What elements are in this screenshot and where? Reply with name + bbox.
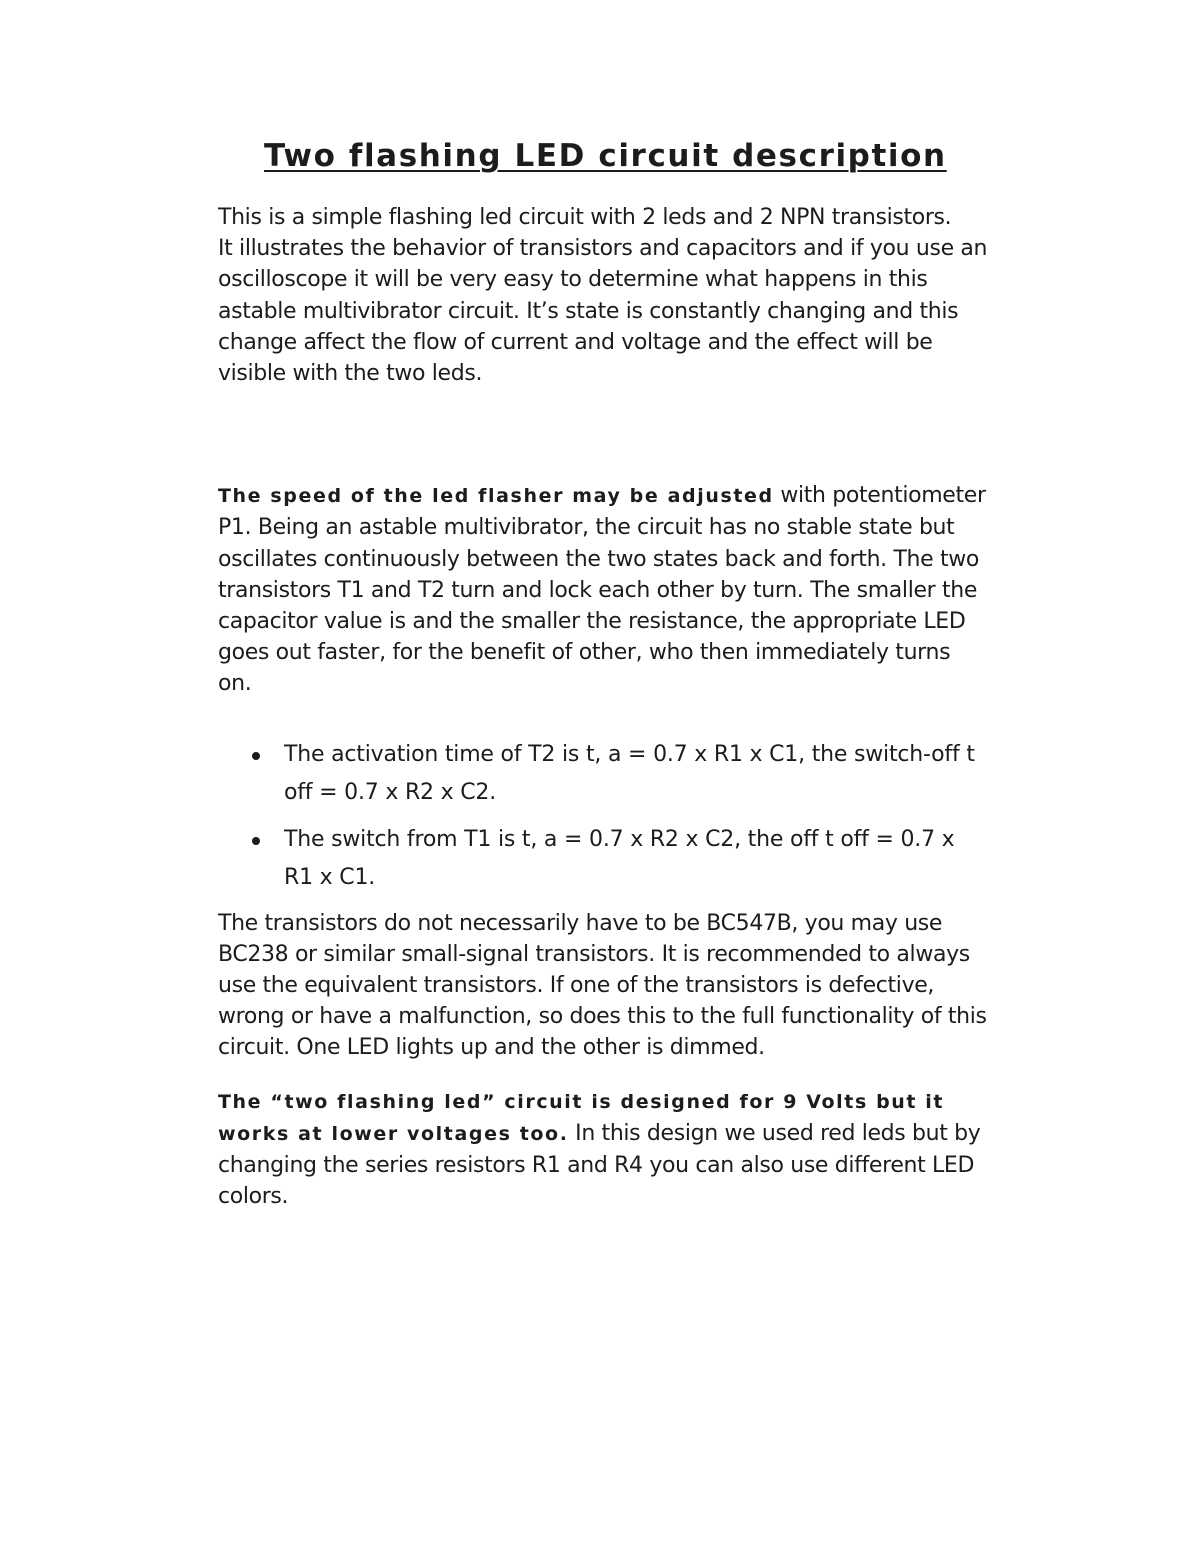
intro-paragraph: This is a simple flashing led circuit with 2 leds and 2 NPN transistors. xyxy=(218,205,952,230)
list-item xyxy=(218,736,988,812)
voltage-paragraph xyxy=(218,1086,988,1213)
list-item-text: The switch from T1 is t, a = 0.7 x R2 x C2, the off t off = 0.7 x R1 x C1. xyxy=(284,826,955,890)
speed-bold-lead: The speed of the led flasher may be adjusted xyxy=(218,485,774,508)
bullet-icon xyxy=(252,752,260,760)
speed-paragraph xyxy=(218,480,988,699)
transistors-paragraph: The transistors do not necessarily have to be BC547B, you may use BC238 or similar small-signal transistors. It is recommended to always use the equivalent transistors. If one of the transistors is defective, wrong or have a malfunction, so does this to the full functionality of this circuit. One LED lights up and the other is dimmed. xyxy=(218,910,987,1061)
list-item xyxy=(218,821,988,897)
formula-list xyxy=(218,736,988,897)
voltage-bold-lead: The “two flashing led” circuit is designed for 9 Volts but it works at lower voltages too. xyxy=(218,1090,945,1145)
document-page xyxy=(218,136,988,1212)
bullet-icon xyxy=(252,837,260,845)
list-item-text: The activation time of T2 is t, a = 0.7 x R1 x C1, the switch-off t off = 0.7 x R2 x C2. xyxy=(284,741,975,805)
voltage-text: In this design we used red leds but by changing the series resistors R1 and R4 you can also use different LED colors. xyxy=(218,1120,981,1210)
speed-text: with potentiometer P1. Being an astable multivibrator, the circuit has no stable state but oscillates continuously between the two states back and forth. The two transistors T1 and T2 turn and lock each other by turn. The smaller the capacitor value is and the smaller the resistance, the appropriate LED goes out faster, for the benefit of other, who then immediately turns on. xyxy=(218,483,986,697)
document-title: Two flashing LED circuit description xyxy=(264,138,947,174)
intro-paragraph-2: It illustrates the behavior of transistors and capacitors and if you use an oscilloscope it will be very easy to determine what happens in this astable multivibrator circuit. It’s state is constantly changing and this change affect the flow of current and voltage and the effect will be visible with the two leds. xyxy=(218,236,988,387)
